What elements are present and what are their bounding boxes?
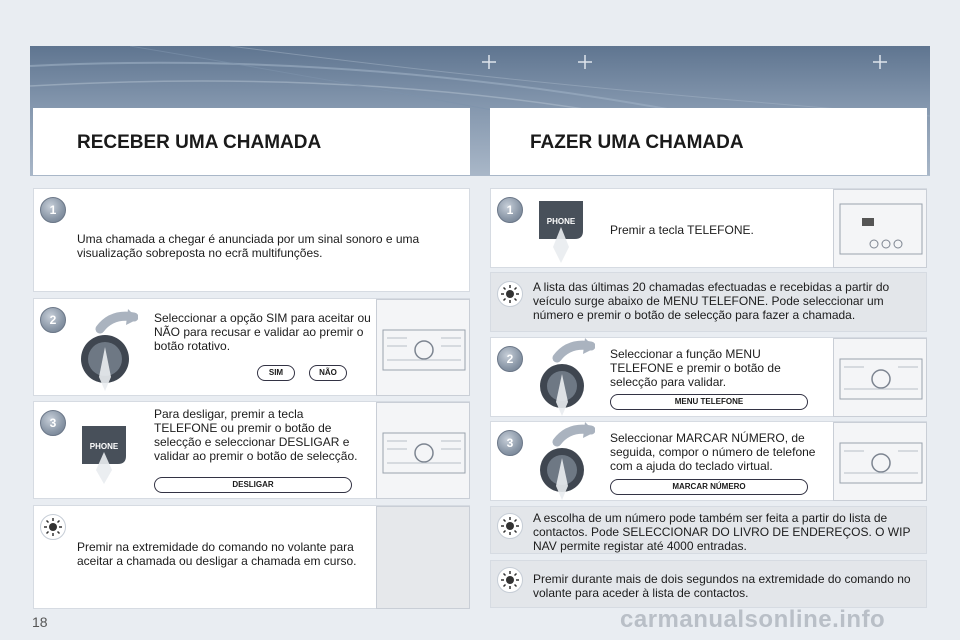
- step-number-badge: 1: [40, 197, 66, 223]
- left-tip-panel: [33, 505, 470, 609]
- left-step3-text: Para desligar, premir a tecla TELEFONE ou premir o botão de selecção e seleccionar DESLIGAR e validar ao premir o botão de selecção.: [154, 407, 358, 463]
- right-step1-panel: [490, 188, 927, 268]
- page-number: 18: [32, 614, 48, 630]
- rotary-knob-icon: [78, 307, 138, 393]
- steering-control-illustration: [376, 506, 470, 609]
- radio-unit-illustration: [833, 189, 927, 268]
- right-step3-text: Seleccionar MARCAR NÚMERO, de seguida, compor o número de telefone com a ajuda do teclado virtual.: [610, 431, 816, 473]
- left-step2-panel: [33, 298, 470, 396]
- sun-icon: [497, 567, 523, 593]
- step-number-badge: 2: [40, 307, 66, 333]
- right-tip1-text: A lista das últimas 20 chamadas efectuadas e recebidas a partir do veículo surge abaixo de MENU TELEFONE. Pode seleccionar um número e premir o botão de selecção para fazer a chamada.: [533, 280, 890, 322]
- watermark: carmanualsonline.info: [620, 606, 886, 633]
- radio-unit-illustration: [376, 299, 470, 396]
- sun-icon: [497, 281, 523, 307]
- right-tip1-panel: [490, 272, 927, 332]
- left-step1-panel: [33, 188, 470, 292]
- right-tip2-text: A escolha de um número pode também ser feita a partir do lista de contactos. Pode SELECCIONAR DO LIVRO DE ENDEREÇOS. O WIP NAV permite registar até 4000 entradas.: [533, 511, 911, 553]
- sim-button[interactable]: SIM: [257, 365, 295, 381]
- step-number-badge: 2: [497, 346, 523, 372]
- menu-telefone-button[interactable]: MENU TELEFONE: [610, 394, 808, 410]
- right-step3-panel: [490, 421, 927, 501]
- radio-unit-illustration: [833, 422, 927, 501]
- left-section-title: RECEBER UMA CHAMADA: [77, 132, 322, 153]
- right-title-box: [490, 108, 927, 175]
- right-step1-text: Premir a tecla TELEFONE.: [610, 223, 754, 237]
- nao-button[interactable]: NÃO: [309, 365, 347, 381]
- desligar-button[interactable]: DESLIGAR: [154, 477, 352, 493]
- rotary-knob-icon: [535, 338, 595, 418]
- phone-key-icon: [535, 195, 587, 265]
- left-step3-panel: [33, 401, 470, 499]
- phone-key-label: PHONE: [89, 442, 119, 451]
- radio-unit-illustration: [376, 402, 470, 499]
- right-step2-text: Seleccionar a função MENU TELEFONE e premir o botão de selecção para validar.: [610, 347, 781, 389]
- marcar-numero-button[interactable]: MARCAR NÚMERO: [610, 479, 808, 495]
- left-tip-text: Premir na extremidade do comando no volante para aceitar a chamada ou desligar a chamada em curso.: [77, 540, 357, 568]
- right-step2-panel: [490, 337, 927, 417]
- sun-icon: [497, 513, 523, 539]
- left-step2-text: Seleccionar a opção SIM para aceitar ou NÃO para recusar e validar ao premir o botão rotativo.: [154, 311, 371, 353]
- left-title-box: [33, 108, 470, 175]
- right-tip2-panel: [490, 506, 927, 554]
- step-number-badge: 3: [40, 410, 66, 436]
- left-step1-text: Uma chamada a chegar é anunciada por um sinal sonoro e uma visualização sobreposta no ecrã multifunções.: [77, 232, 420, 260]
- step-number-badge: 3: [497, 430, 523, 456]
- phone-key-icon: [78, 420, 130, 486]
- phone-key-label: PHONE: [546, 217, 576, 226]
- rotary-knob-icon: [535, 422, 595, 502]
- right-section-title: FAZER UMA CHAMADA: [530, 132, 744, 153]
- radio-unit-illustration: [833, 338, 927, 417]
- right-tip3-text: Premir durante mais de dois segundos na extremidade do comando no volante para aceder à lista de contactos.: [533, 572, 911, 600]
- sun-icon: [40, 514, 66, 540]
- step-number-badge: 1: [497, 197, 523, 223]
- right-tip3-panel: [490, 560, 927, 608]
